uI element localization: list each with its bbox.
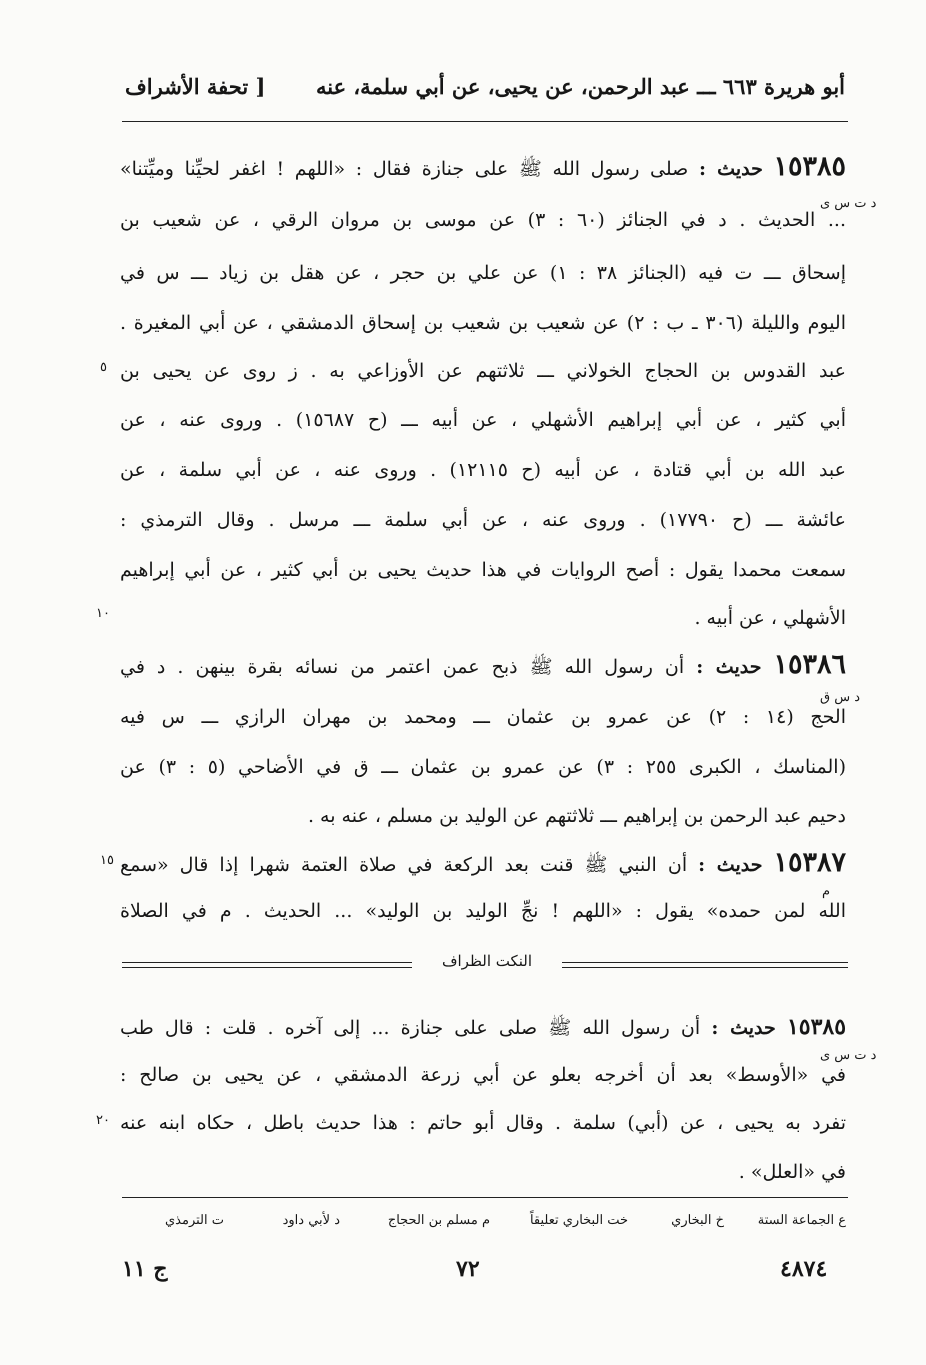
hadith-label: حديث : bbox=[698, 158, 763, 180]
nukat-line-3: تفرد به يحيى ، عن (أبي) سلمة . وقال أبو حاتم : هذا حديث باطل ، حكاه ابنه عنه bbox=[120, 1112, 846, 1134]
header-chapter: أبو هريرة ٦٦٣ ـــ عبد الرحمن، عن يحيى، عن أبي سلمة، عنه bbox=[315, 74, 845, 99]
hadith-label: حديث : bbox=[696, 656, 762, 678]
legend-item: خت البخاري تعليقاً bbox=[529, 1213, 628, 1228]
entry-1-line-1: ١٥٣٨٥ حديث : صلى رسول الله ﷺ على جنازة فقال : «اللهم ! اغفر لحيِّنا وميِّتنا» bbox=[120, 152, 846, 182]
legend-item: ع الجماعة الستة bbox=[757, 1213, 846, 1228]
nukat-line-4: في «العلل» . bbox=[738, 1161, 846, 1183]
entry-1-line-9: سمعت محمدا يقول : أصح الروايات في هذا حديث يحيى بن أبي كثير ، عن أبي إبراهيم bbox=[120, 559, 846, 581]
legend-rule bbox=[122, 1197, 848, 1198]
entry-1-line-10: الأشهلي ، عن أبيه . bbox=[694, 607, 846, 629]
entry-2-line-1: ١٥٣٨٦ حديث : أن رسول الله ﷺ ذبح عمن اعتمر من نسائه بقرة بينهن . د في bbox=[120, 650, 846, 680]
legend-item: خ البخاري bbox=[671, 1213, 724, 1228]
entry-3-line-1: ١٥٣٨٧ حديث : أن النبي ﷺ قنت بعد الركعة في صلاة العتمة شهرا إذا قال «سمع bbox=[120, 848, 846, 878]
header-book-title: [ تحفة الأشراف bbox=[125, 74, 266, 99]
header-rule bbox=[122, 121, 848, 122]
hadith-label: حديث : bbox=[698, 854, 763, 876]
entry-3-line-2: الله لمن حمده» يقول : «اللهم ! نجِّ الوليد بن الوليد» ... الحديث . م في الصلاة bbox=[120, 900, 846, 922]
margin-number: ١٠ bbox=[96, 606, 110, 621]
footer-volume: ج ١١ bbox=[122, 1256, 168, 1282]
entry-1-line-7: عبد الله بن أبي قتادة ، عن أبيه (ح ١٢١١٥) . وروى عنه ، عن أبي سلمة ، عن bbox=[120, 459, 846, 481]
legend-item: م مسلم بن الحجاج bbox=[387, 1213, 490, 1228]
abbreviation-legend bbox=[122, 1213, 846, 1239]
atraf-divider bbox=[122, 952, 848, 978]
margin-number: ١٥ bbox=[100, 853, 114, 868]
running-header bbox=[125, 70, 845, 114]
margin-number: ٢٠ bbox=[96, 1113, 110, 1128]
margin-number: ٥ bbox=[100, 360, 107, 375]
atraf-title: النكت الظراف bbox=[441, 952, 533, 970]
entry-1-line-5: عبد القدوس بن الحجاج الخولاني ـــ ثلاثتهم عن الأوزاعي به . ز روى عن يحيى بن bbox=[120, 360, 846, 382]
entry-1-side-note: د ت س ى bbox=[820, 196, 877, 211]
legend-item: ت الترمذي bbox=[164, 1213, 224, 1228]
entry-2-line-2: الحج (١٤ : ٢) عن عمرو بن عثمان ـــ ومحمد بن مهران الرازي ـــ س فيه bbox=[120, 706, 846, 728]
entry-1-line-6: أبي كثير ، عن أبي إبراهيم الأشهلي ، عن أبيه ـــ (ح ١٥٦٨٧) . وروى عنه ، عن bbox=[120, 409, 846, 431]
footer-page-code: ٤٨٧٤ bbox=[780, 1256, 828, 1282]
entry-1-line-4: اليوم والليلة (٣٠٦ ـ ب : ٢) عن شعيب بن شعيب بن إسحاق الدمشقي ، عن أبي المغيرة . bbox=[120, 312, 846, 334]
entry-2-line-4: دحيم عبد الرحمن بن إبراهيم ـــ ثلاثتهم عن الوليد بن مسلم ، عنه به . bbox=[307, 805, 846, 827]
footer-page-number: ٧٢ bbox=[456, 1256, 480, 1282]
legend-item: د لأبي داود bbox=[282, 1213, 340, 1228]
entry-1-line-3: إسحاق ـــ ت فيه (الجنائز ٣٨ : ١) عن علي بن حجر ، عن هقل بن زياد ـــ س في bbox=[120, 262, 846, 284]
entry-number: ١٥٣٨٦ bbox=[773, 650, 846, 680]
hadith-label: حديث : bbox=[711, 1017, 776, 1039]
entry-number: ١٥٣٨٧ bbox=[773, 848, 846, 878]
entry-2-line-3: (المناسك ، الكبرى ٢٥٥ : ٣) عن عمرو بن عثمان ـــ ق في الأضاحي (٥ : ٣) عن bbox=[120, 756, 846, 778]
entry-1-line-8: عائشة ـــ (ح ١٧٧٩٠) . وروى عنه ، عن أبي سلمة ـــ مرسل . وقال الترمذي : bbox=[120, 509, 846, 531]
entry-2-side-note: د س ق bbox=[820, 690, 861, 705]
nukat-line-1: ١٥٣٨٥ حديث : أن رسول الله ﷺ صلى على جنازة ... إلى آخره . قلت : قال طب bbox=[120, 1014, 846, 1040]
entry-1-line-2: ... الحديث . د في الجنائز (٦٠ : ٣) عن موسى بن مروان الرقي ، عن شعيب بن bbox=[120, 209, 846, 231]
entry-number: ١٥٣٨٥ bbox=[773, 152, 846, 182]
nukat-number: ١٥٣٨٥ bbox=[786, 1014, 846, 1040]
nukat-line-2: في «الأوسط» بعد أن أخرجه بعلو عن أبي زرعة الدمشقي ، عن يحيى بن صالح : bbox=[120, 1064, 846, 1086]
nukat-side-note: د ت س ى bbox=[820, 1048, 877, 1063]
entry-3-side-note: م bbox=[822, 884, 831, 899]
